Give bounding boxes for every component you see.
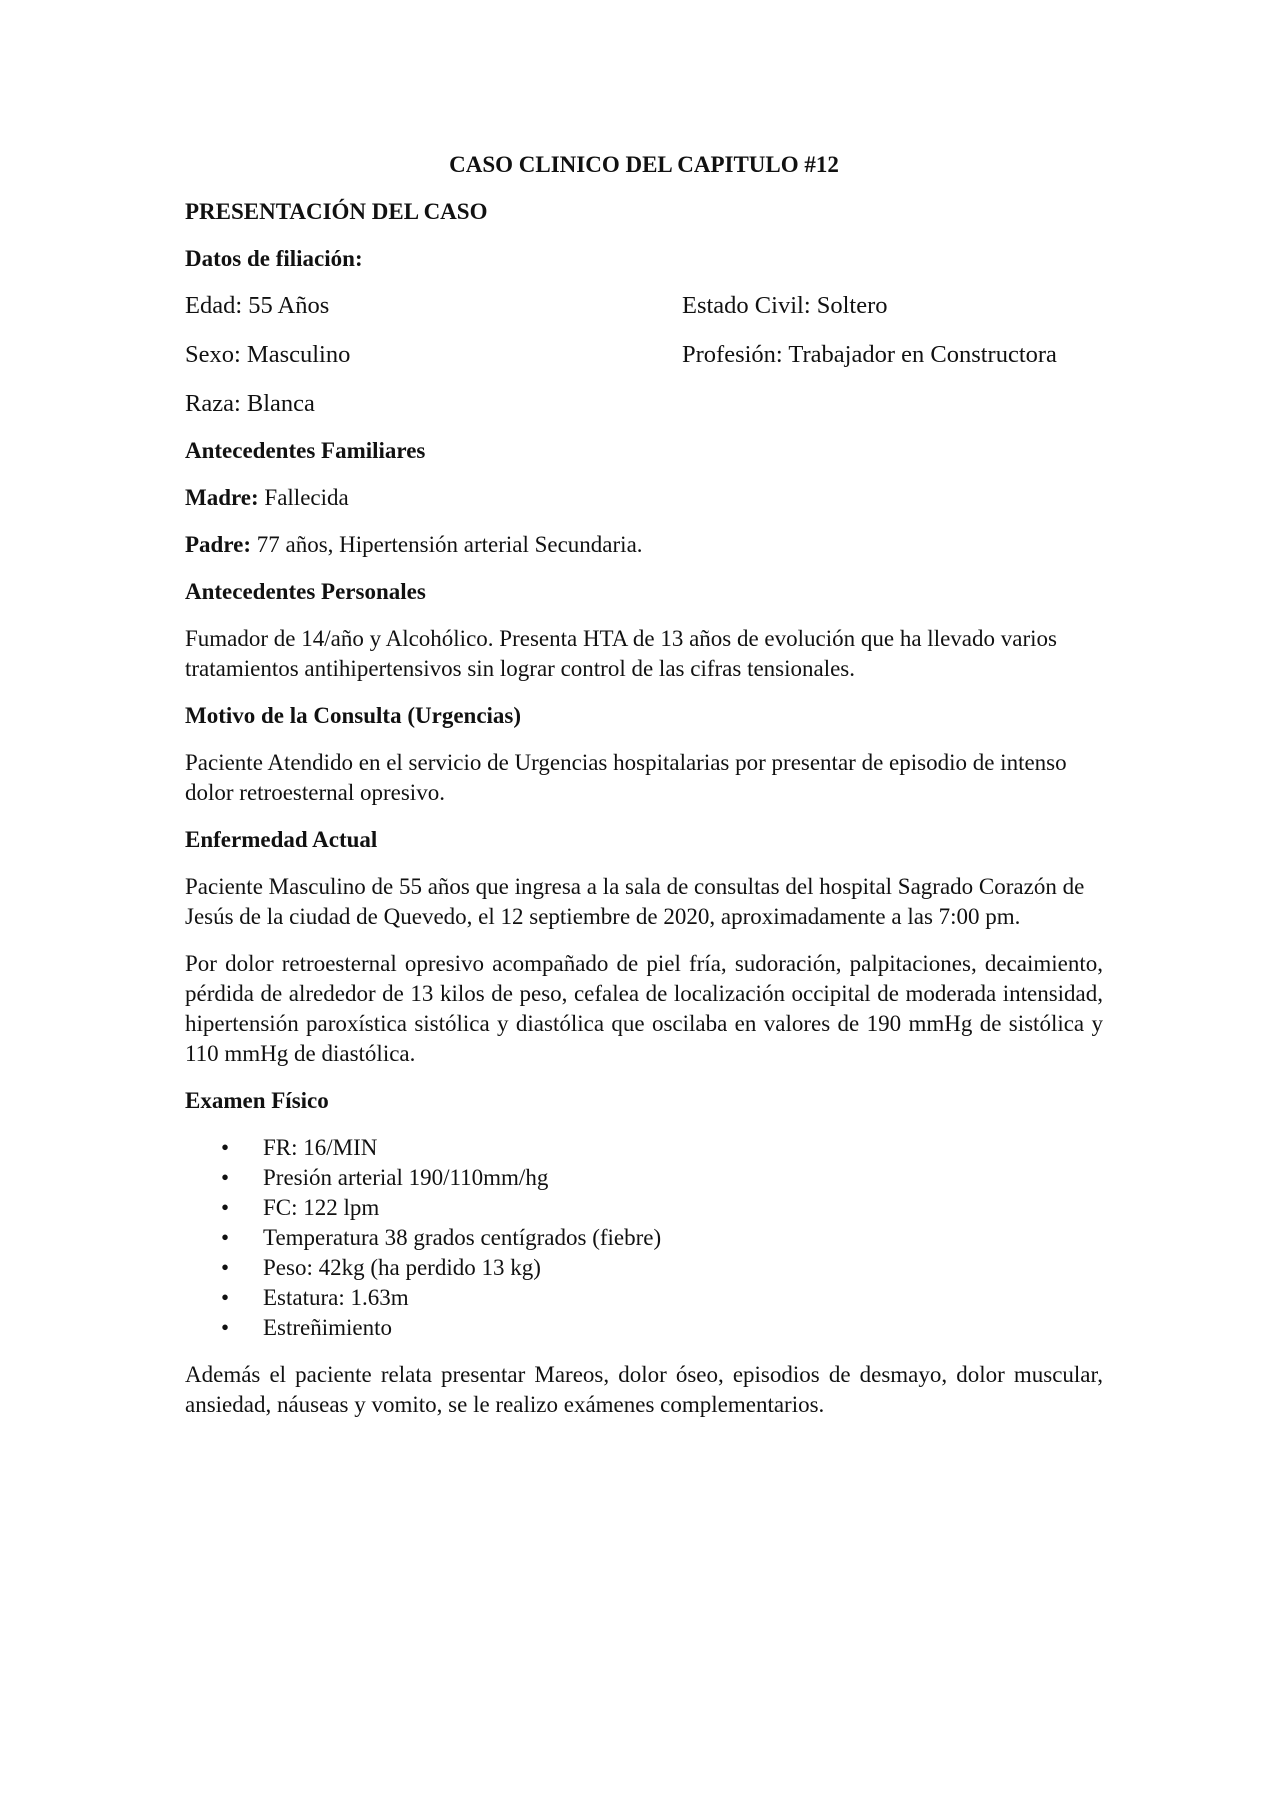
- antecedentes-familiares-heading: Antecedentes Familiares: [185, 438, 426, 463]
- presentation-heading: PRESENTACIÓN DEL CASO: [185, 199, 488, 224]
- bullet-icon: •: [221, 1195, 230, 1220]
- list-item-text: Peso: 42kg (ha perdido 13 kg): [263, 1255, 541, 1280]
- filiacion-heading: Datos de filiación:: [185, 246, 363, 271]
- bullet-icon: •: [221, 1165, 230, 1190]
- list-item: [185, 1133, 1103, 1163]
- sexo-field: Sexo: Masculino: [185, 341, 351, 368]
- madre-value: Fallecida: [258, 485, 349, 510]
- empty-cell: [682, 389, 1103, 419]
- list-item-text: Temperatura 38 grados centígrados (fiebre): [263, 1225, 662, 1250]
- motivo-consulta-text: Paciente Atendido en el servicio de Urgencias hospitalarias por presentar de episodio de intenso dolor retroesternal opresivo.: [185, 750, 1067, 805]
- list-item-text: FR: 16/MIN: [263, 1135, 378, 1160]
- enfermedad-actual-heading: Enfermedad Actual: [185, 827, 378, 852]
- examen-fisico-heading: Examen Físico: [185, 1088, 329, 1113]
- padre-line: [185, 530, 1103, 560]
- raza-field: Raza: Blanca: [185, 390, 315, 417]
- bullet-icon: •: [221, 1135, 230, 1160]
- antecedentes-personales-heading: Antecedentes Personales: [185, 579, 426, 604]
- list-item-text: Presión arterial 190/110mm/hg: [263, 1165, 549, 1190]
- motivo-consulta-heading: Motivo de la Consulta (Urgencias): [185, 703, 522, 728]
- madre-label: Madre:: [185, 485, 259, 510]
- padre-label: Padre:: [185, 532, 252, 557]
- profesion-field: Profesión: Trabajador en Constructora: [682, 341, 1057, 368]
- list-item: [185, 1253, 1103, 1283]
- filiacion-grid: [185, 291, 1103, 419]
- conclusion-text: Además el paciente relata presentar Mareos, dolor óseo, episodios de desmayo, dolor muscular, ansiedad, náuseas y vomito, se le realizo exámenes complementarios.: [185, 1362, 1103, 1417]
- list-item: [185, 1223, 1103, 1253]
- bullet-icon: •: [221, 1255, 230, 1280]
- bullet-icon: •: [221, 1315, 230, 1340]
- enfermedad-actual-paragraph-1: Paciente Masculino de 55 años que ingresa a la sala de consultas del hospital Sagrado Corazón de Jesús de la ciudad de Quevedo, el 12 septiembre de 2020, aproximadamente a las 7:00 pm.: [185, 874, 1085, 929]
- edad-field: Edad: 55 Años: [185, 292, 330, 319]
- padre-value: 77 años, Hipertensión arterial Secundaria.: [251, 532, 643, 557]
- estado-civil-field: Estado Civil: Soltero: [682, 292, 888, 319]
- list-item-text: Estatura: 1.63m: [263, 1285, 409, 1310]
- examen-fisico-list: [185, 1133, 1103, 1343]
- bullet-icon: •: [221, 1225, 230, 1250]
- bullet-icon: •: [221, 1285, 230, 1310]
- document-title: CASO CLINICO DEL CAPITULO #12: [449, 152, 839, 177]
- list-item: [185, 1283, 1103, 1313]
- list-item-text: Estreñimiento: [263, 1315, 393, 1340]
- madre-line: [185, 483, 1103, 513]
- list-item-text: FC: 122 lpm: [263, 1195, 380, 1220]
- antecedentes-personales-text: Fumador de 14/año y Alcohólico. Presenta HTA de 13 años de evolución que ha llevado varios tratamientos antihipertensivos sin lograr control de las cifras tensionales.: [185, 626, 1057, 681]
- enfermedad-actual-paragraph-2: Por dolor retroesternal opresivo acompañado de piel fría, sudoración, palpitaciones, decaimiento, pérdida de alrededor de 13 kilos de peso, cefalea de localización occipital de moderada intensidad, hipertensión paroxística sistólica y diastólica que oscilaba en valores de 190 mmHg de sistólica y 110 mmHg de diastólica.: [185, 951, 1103, 1066]
- list-item: [185, 1193, 1103, 1223]
- document-page: [185, 150, 1103, 1437]
- list-item: [185, 1313, 1103, 1343]
- list-item: [185, 1163, 1103, 1193]
